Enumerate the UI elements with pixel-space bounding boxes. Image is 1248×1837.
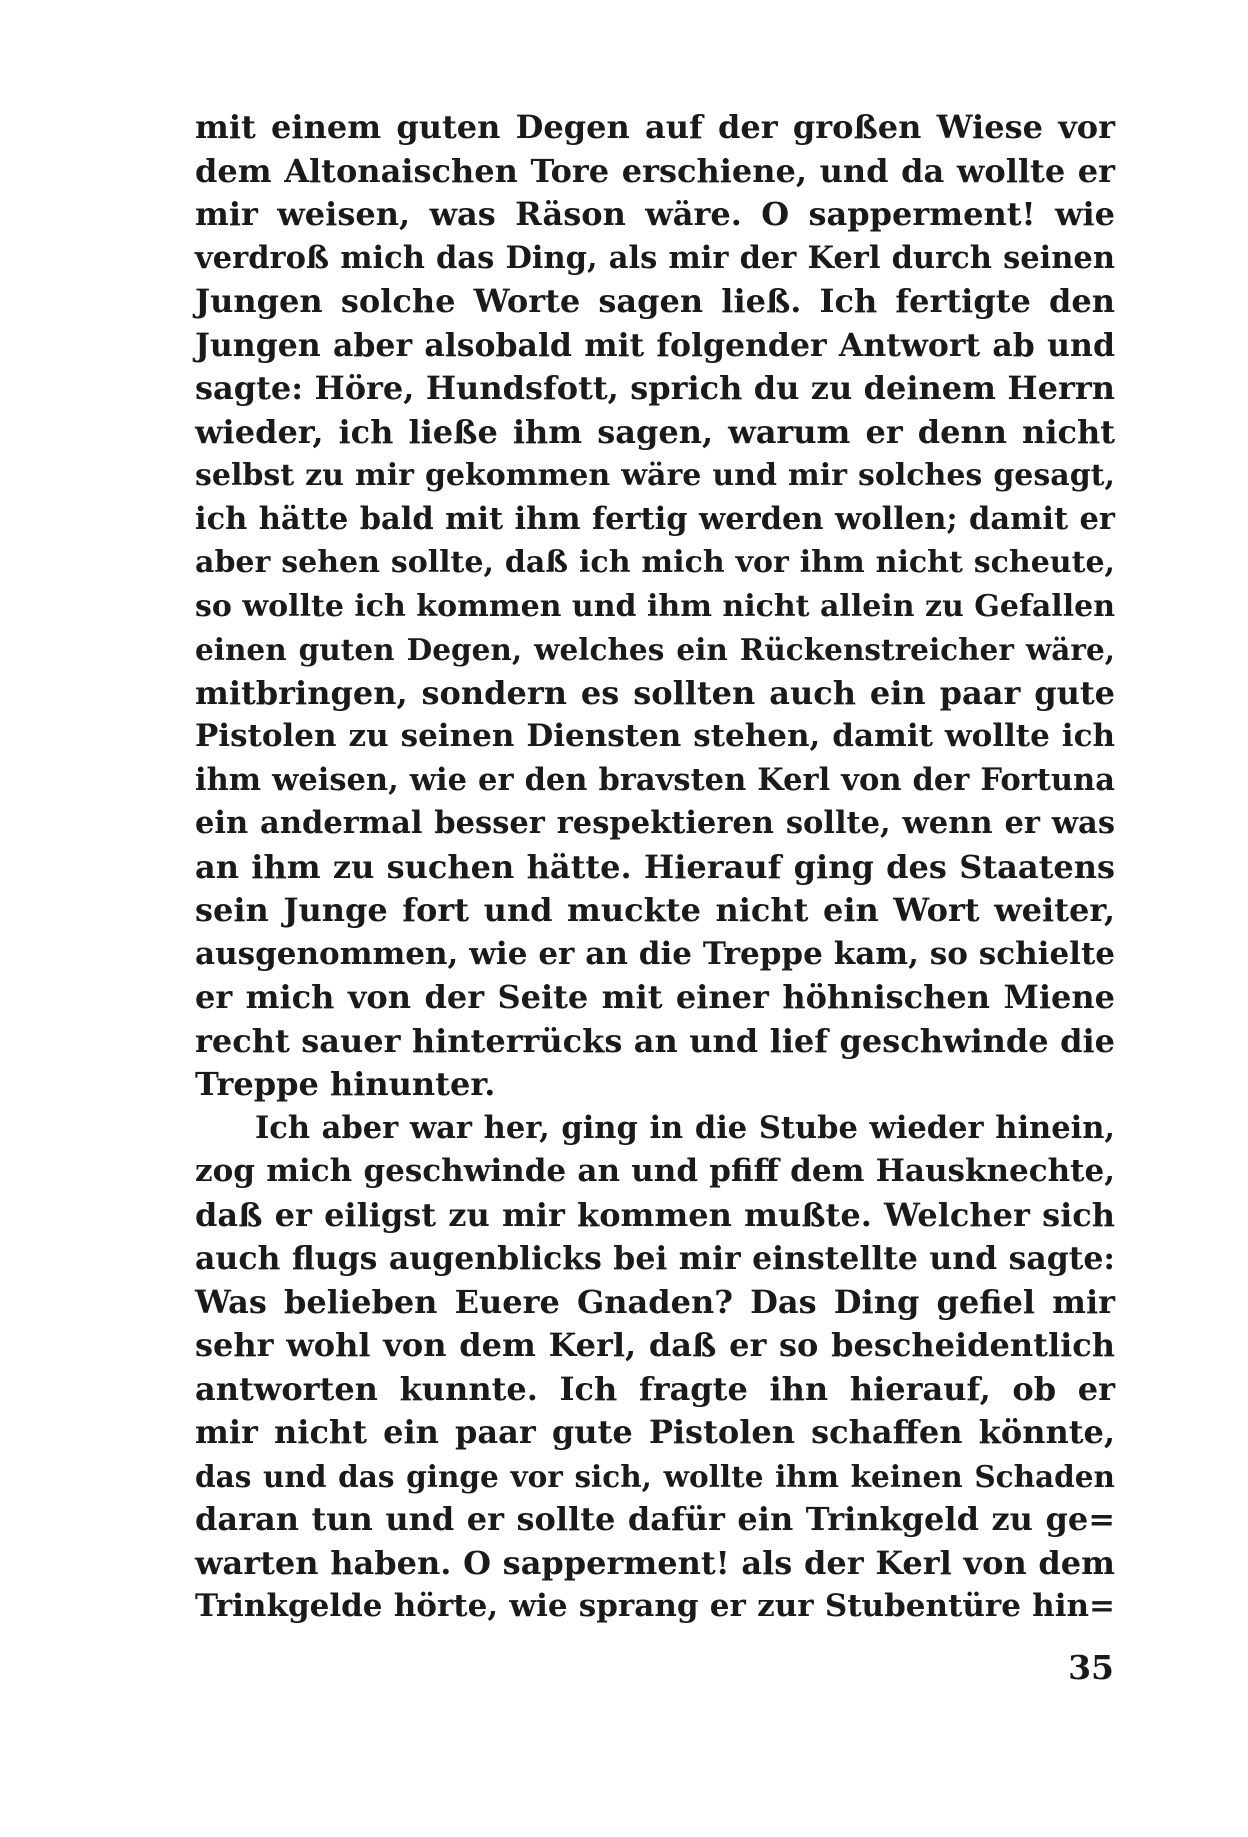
- text-line: ihm weisen, wie er den bravsten Kerl von der Fortuna: [195, 761, 1115, 798]
- text-line: antworten kunnte. Ich fragte ihn hierauf, ob er: [195, 1369, 1115, 1408]
- text-line: recht sauer hinterrücks an und lief geschwinde die: [195, 1021, 1115, 1060]
- text-line: daß er eiligst zu mir kommen mußte. Welcher sich: [195, 1195, 1115, 1234]
- text-line: Trinkgelde hörte, wie sprang er zur Stubentüre hin=: [195, 1588, 1115, 1624]
- text-line: zog mich geschwinde an und pfiff dem Hausknechte,: [195, 1153, 1115, 1189]
- paragraph-end-line: Treppe hinunter.: [195, 1065, 496, 1103]
- text-line: ich hätte bald mit ihm fertig werden wollen; damit er: [195, 500, 1115, 537]
- text-line: aber sehen sollte, daß ich mich vor ihm nicht scheute,: [195, 545, 1115, 580]
- text-line: sein Junge fort und muckte nicht ein Wort weiter,: [195, 891, 1115, 929]
- text-line: selbst zu mir gekommen wäre und mir solches gesagt,: [195, 458, 1115, 493]
- text-line: mit einem guten Degen auf der großen Wiese vor: [195, 108, 1115, 146]
- text-line: ein andermal besser respektieren sollte, wenn er was: [195, 805, 1115, 841]
- text-line: auch flugs augenblicks bei mir einstellte und sagte:: [195, 1240, 1115, 1277]
- text-line: Pistolen zu seinen Diensten stehen, damit wollte ich: [195, 718, 1115, 754]
- text-line: sehr wohl von dem Kerl, daß er so bescheidentlich: [195, 1326, 1115, 1364]
- paragraph-start-line: Ich aber war her, ging in die Stube wieder hinein,: [255, 1109, 1115, 1146]
- text-line: verdroß mich das Ding, als mir der Kerl durch seinen: [195, 239, 1115, 276]
- text-line: ausgenommen, wie er an die Treppe kam, so schielte: [195, 935, 1115, 972]
- text-line: an ihm zu suchen hätte. Hierauf ging des Staatens: [195, 847, 1115, 886]
- text-line: Jungen solche Worte sagen ließ. Ich fertigte den: [195, 282, 1115, 320]
- text-line: mitbringen, sondern es sollten auch ein paar gute: [195, 673, 1115, 712]
- body-text: [195, 106, 1115, 1629]
- text-line: Jungen aber alsobald mit folgender Antwort ab und: [195, 326, 1115, 364]
- text-line: mir nicht ein paar gute Pistolen schaffen könnte,: [195, 1413, 1115, 1451]
- text-line: sagte: Höre, Hundsfott, sprich du zu deinem Herrn: [195, 369, 1115, 407]
- text-line: das und das ginge vor sich, wollte ihm keinen Schaden: [195, 1458, 1115, 1494]
- text-line: daran tun und er sollte dafür ein Trinkgeld zu ge=: [195, 1500, 1115, 1538]
- text-line: einen guten Degen, welches ein Rückenstreicher wäre,: [195, 632, 1115, 667]
- text-line: so wollte ich kommen und ihm nicht allein zu Gefallen: [195, 588, 1115, 624]
- text-line: Was belieben Euere Gnaden? Das Ding gefiel mir: [195, 1282, 1115, 1321]
- text-line: mir weisen, was Räson wäre. O sapperment! wie: [195, 195, 1115, 233]
- page-number: 35: [1068, 1648, 1114, 1687]
- text-line: wieder, ich ließe ihm sagen, warum er denn nicht: [195, 412, 1115, 451]
- text-line: warten haben. O sapperment! als der Kerl von dem: [195, 1543, 1115, 1582]
- text-line: er mich von der Seite mit einer höhnischen Miene: [195, 978, 1115, 1016]
- text-line: dem Altonaischen Tore erschiene, und da wollte er: [195, 151, 1115, 190]
